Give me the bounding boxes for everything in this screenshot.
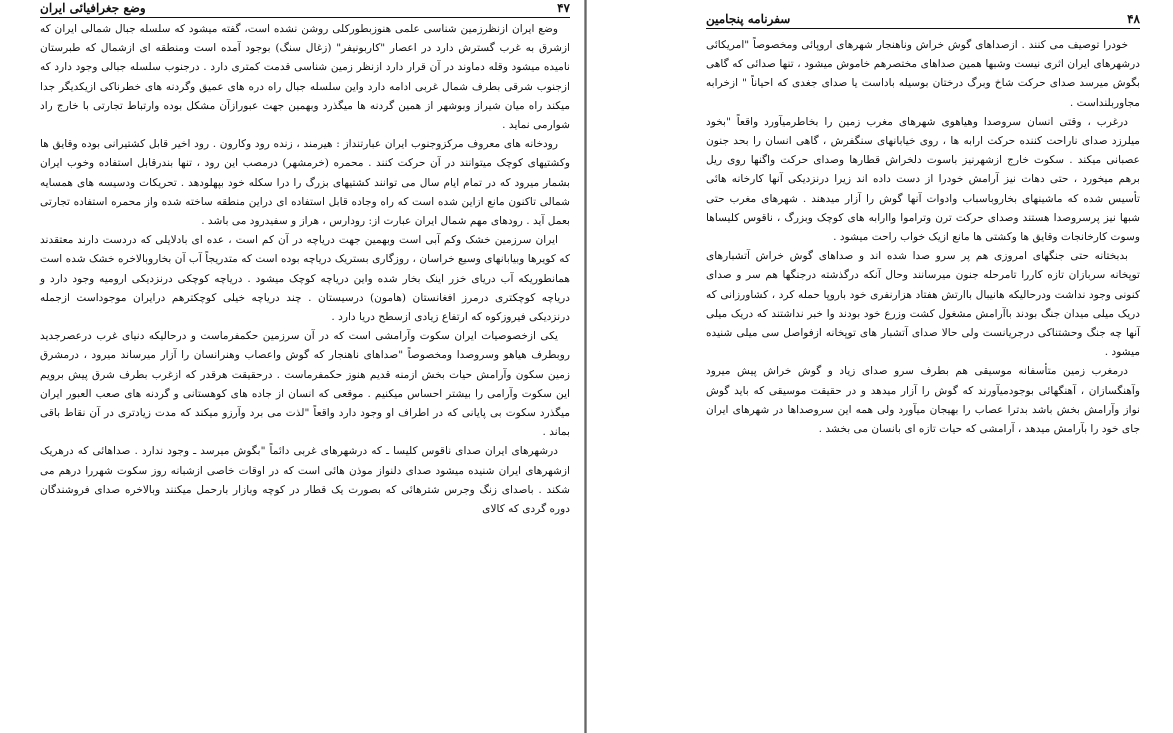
- left-page-title: وضع جغرافیائی ایران: [40, 1, 146, 15]
- right-page-header: [706, 12, 1140, 29]
- paragraph: درغرب ، وقتی انسان سروصدا وهیاهوی شهرهای مغرب زمین را بخاطرمیآورد واقعاً "بخود میلرزد صدای ناراحت کننده حرکت ارابه ها ، روی خیابانهای سنگفرش ، گاهی انسان را بحد جنون عصبانی میکند . سکوت خارج ازشهرنیز باسوت دلخراش قطارها وصدای حرکت واگنها روی ریل برهم میخورد ، حتی دهات نیز آرامش خودرا از دست داده اند زیرا درنزدیکی آنها کارخانه هائی تأسیس شده که ماشینهای بخاروباسباب وادوات آنها گوش را آزار میدهند . شهرهای مغرب حتی شبها نیز پرسروصدا هستند وصدای حرکت ترن وتراموا واارابه های کوچک وبزرگ ، ناقوس کلیساها وسوت کارخانجات وقایق ها وکشتی ها مانع ازیک خواب راحت میشود .: [706, 115, 1140, 244]
- paragraph: وضع ایران ازنظرزمین شناسی علمی هنوزبطورکلی روشن نشده است، گفته میشود که سلسله جبال شمالی ایران که ازشرق به غرب گسترش دارد در اعصار "کاربونیفر" (زغال سنگ) بوجود آمده است ومنطقه ای ازشمال که طبرستان نامیده میشود وقله دماوند در آن قرار دارد ازنظر زمین شناسی قدمت کمتری دارد . درجنوب سلسله جبالی وجود دارد که ازجنوب شرقی بطرف شمال غربی ادامه دارد واین سلسله جبال راه دره های عمیق وگردنه های خطرناکی ازیکدیگر جدا میکند راه میان شیراز وبوشهر از همین گردنه ها میگذرد وبهمین جهت عبورازآن مشکل بوده وارتباط تجارتی با خارج راد شوارمی نماید .: [40, 23, 570, 132]
- paragraph: خودرا توصیف می کنند . ازصداهای گوش خراش وناهنجار شهرهای اروپائی ومخصوصاً "امریکائی درشهرهای ایران اثری نیست وشبها همین صداهای مختصرهم خاموش میشود ، تنها صدائی که گاهی بگوش میرسد صدای حرکت شاخ وبرگ درختان بوسیله باداست یا صدای جغدی که احیاناً " ازخرابه مجاوربلنداست .: [706, 39, 1140, 109]
- left-page-header: [40, 1, 570, 18]
- left-page-number: ۴۷: [557, 1, 570, 15]
- left-page: [0, 0, 586, 733]
- paragraph: ایران سرزمین خشک وکم آبی است وبهمین جهت دریاچه در آن کم است ، عده ای بادلایلی که دردست دارند معتقدند که کویرها وبیابانهای وسیع خراسان ، روزگاری بستریک دریاچه بوده است که متدریجاً آب آن بخاروبالاخره خشک شده است همانطوریکه آب دریای خزر اینک بخار شده واین دریاچه کوچک میشود . دریاچه کوچکی درنزدیکی ارومیه وجود دارد و دریاچه کوچکتری درمرز افغانستان (هامون) درسیستان . چند دریاچه خیلی کوچکترهم درایران موجوداست ازجمله درنزدیکی فیروزکوه که ارتفاع زیادی ازسطح دریا دارد .: [40, 234, 570, 324]
- right-page-title: سفرنامه پنجامین: [706, 12, 791, 26]
- paragraph: بدبختانه حتی جنگهای امروزی هم پر سرو صدا شده اند و صداهای گوش خراش آتشبارهای توپخانه سربازان تازه کاررا تامرحله جنون میرسانند وحال آنکه درگذشته درجنگها هم سر و صدای کنونی وجود نداشت ودرحالیکه هانیبال باارتش هفتاد هزارنفری خود باروپا حمله کرد ، کشاورزانی که دریک میلی میدان جنگ بودند باآرامش مشغول کشت وزرع خود بودند وا خبر نداشتند که دریک میلی آنها چه جنگ وحشتناکی درجریانست ولی حالا صدای آتشبار های توپخانه ازفواصل سی میلی شنیده میشود .: [706, 250, 1140, 359]
- paragraph: درشهرهای ایران صدای ناقوس کلیسا ـ که درشهرهای غربی دائماً "بگوش میرسد ـ وجود ندارد . صداهائی که درهریک ازشهرهای ایران شنیده میشود صدای دلنواز موذن هائی است که در اوقات خاصی ازشبانه روز سکوت شهررا درهم می شکند . باصدای زنگ وجرس شترهائی که بصورت یک قطار در کوچه وبازار بارحمل میکنند وبالاخره صدای فروشندگان دوره گردی که کالای: [40, 445, 571, 516]
- right-page-body: [706, 36, 1140, 439]
- right-page: [588, 0, 1173, 733]
- paragraph: رودخانه های معروف مرکزوجنوب ایران عبارتنداز : هیرمند ، زنده رود وکارون . رود اخیر قابل کشتیرانی بوده وقایق ها وکشتیهای کوچک میتوانند در آن حرکت کنند . محمره (خرمشهر) درمصب این رود ، تنها بندرقابل استفاده وخوب ایران بشمار میرود که در تمام ایام سال می توانند کشتیهای بزرگ را درا سکله خود بپهلودهد . تحریکات ودسیسه های همسایه شمالی تاکنون مانع ازاین شده است که راه وجاده قابل استفاده ای دراین منطقه ساخته شده واز محمره استفاده تجارتی بعمل آید . رودهای مهم شمال ایران عبارت از: رودارس ، هراز و سفیدرود می باشد .: [40, 138, 570, 228]
- paragraph: درمغرب زمین متأسفانه موسیقی هم بطرف سرو صدای زیاد و گوش خراش پیش میرود وآهنگسازان ، آهنگهائی بوجودمیآورند که گوش را آزار میدهد و در حقیقت موسیقی که باید گوش نواز وآرامش بخش باشد بدترا عصاب را بهیجان میآورد ولی همه این سروصداها در شهرهای ایران جای خود را بآرامش میدهد ، آرامشی که حیات تازه ای بانسان می بخشد .: [706, 365, 1140, 436]
- left-page-body: [40, 20, 570, 519]
- right-page-number: ۴۸: [1127, 12, 1140, 26]
- paragraph: یکی ازخصوصیات ایران سکوت وآرامشی است که در آن سرزمین حکمفرماست و درحالیکه دنیای غرب درعصرجدید روبطرف هیاهو وسروصدا ومخصوصاً "صداهای ناهنجار که گوش واعصاب وهنرانسان را آزار میرساند میرود ، درمشرق زمین سکون وآرامش حیات بخش ازمنه قدیم هنوز حکمفرماست . درحقیقت هرقدر که ازغرب بطرف شرق پیش برویم این سکوت وآرامی را بیشتر احساس میکنیم . موقعی که انسان از جاده های کوهستانی و گردنه های صعب العبور ایران میگذرد سکوت بی پایانی که در اطراف او وجود دارد واقعاً "لذت می برد وآرزو میکند که مدت زیادتری در آن نقاط باقی بماند .: [40, 330, 570, 439]
